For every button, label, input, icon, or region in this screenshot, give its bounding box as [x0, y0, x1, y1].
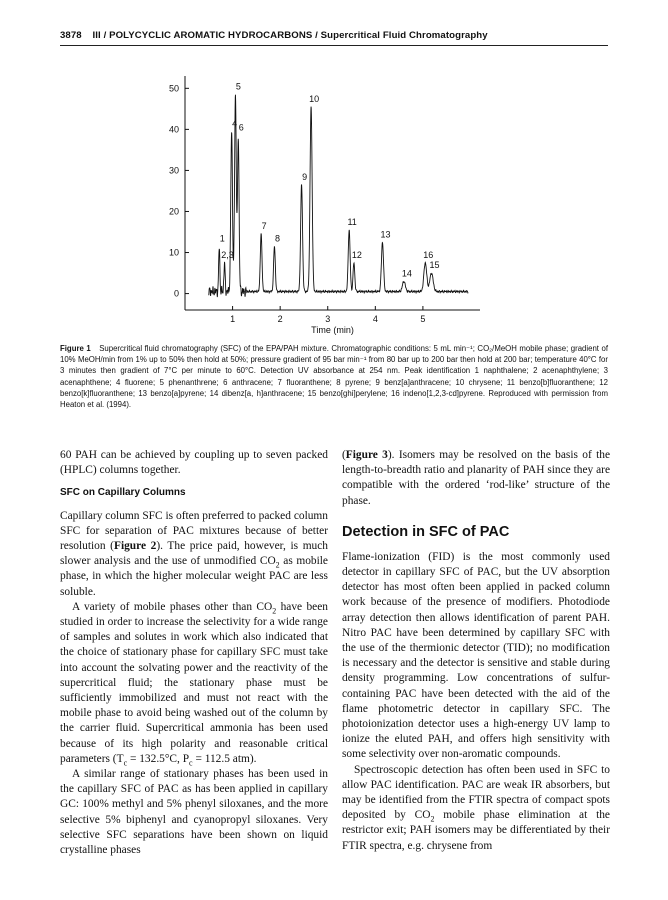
figure-caption	[60, 343, 608, 410]
peak-label: 6	[238, 122, 244, 133]
x-axis-label: Time (min)	[311, 325, 354, 335]
x-tick-label: 4	[372, 314, 378, 324]
figure-reference[interactable]: Figure 2	[113, 540, 157, 553]
header-rule	[60, 45, 608, 46]
running-title: III / POLYCYCLIC AROMATIC HYDROCARBONS / Supercritical Fluid Chromatography	[92, 30, 488, 41]
running-head	[60, 30, 608, 41]
peak-label: 11	[347, 216, 357, 227]
figure-reference[interactable]: Figure 3	[345, 449, 388, 461]
chromatogram-figure	[150, 70, 498, 338]
figure-caption-text: Supercritical fluid chromatography (SFC) of the EPA/PAH mixture. Chromatographic conditions: 5 mL min⁻¹; CO₂/MeOH mobile phase; gradient of 10% MeOH/min from 1% up to 50% then hold at 50%; pressure gradient of 95 bar min⁻¹ from 80 bar up to 200 bar then hold at 200 bar; temperature 40°C for 3 minutes then gradient of 7°C per minute to 60°C. Detection UV absorbance at 254 nm. Peak identification 1 naphthalene; 2 acenaphthylene; 3 acenaphthene; 4 fluorene; 5 phenanthrene; 6 anthracene; 7 fluoranthene; 8 pyrene; 9 benz[a]anthracene; 10 chrysene; 11 benzo[b]fluoranthene; 12 benzo[k]fluoranthene; 13 benzo[a]pyrene; 14 dibenz[a, h]anthracene; 15 benzo[ghi]perylene; 16 indeno[1,2,3-cd]pyrene. Reproduced with permission from Heaton et al. (1994).	[60, 344, 608, 410]
y-tick-label: 40	[168, 124, 179, 135]
paragraph: 60 PAH can be achieved by coupling up to seven packed (HPLC) columns together.	[60, 449, 328, 477]
subheading: SFC on Capillary Columns	[60, 487, 186, 499]
y-tick-label: 10	[168, 247, 179, 258]
peak-label: 10	[309, 93, 320, 104]
peak-label: 15	[429, 260, 440, 271]
peak-label: 16	[423, 249, 434, 260]
peak-label: 8	[274, 233, 280, 244]
figure-label: Figure 1	[60, 344, 91, 353]
peak-label: 13	[380, 229, 391, 240]
page-number: 3878	[60, 30, 82, 41]
peak-label: 14	[401, 268, 412, 279]
x-tick-label: 1	[230, 314, 236, 324]
paragraph: A similar range of stationary phases has been used in the capillary SFC of PAC as has been applied in capillary GC: 100% methyl and 5% phenyl siloxanes, and the more selective 5% biphenyl and cyanopropyl siloxanes. Very selective SFC separations have been shown on liquid crystalline phases	[60, 768, 328, 857]
paragraph: Flame-ionization (FID) is the most commonly used detector in capillary SFC of PAC, but the UV absorption detector has most often been applied in packed column work because of the presence of modifiers. Photodiode array detection then allows identification of parent PAH. Nitro PAC have been determined by capillary SFC with the use of the thermionic detector (TID); no modification is necessary and the detector is sensitive and stable during density programming. Low concentrations of sulfur-containing PAC have been detected with the aid of the flame photometric detector in capillary SFC. The photoionization detector uses a high-energy UV lamp to ionize the eluted PAH, and offers high sensitivity with some selectivity over non-aromatic compounds.	[342, 550, 610, 761]
y-tick-label: 50	[168, 83, 179, 94]
x-tick-label: 5	[420, 314, 426, 324]
x-tick-label: 3	[325, 314, 331, 324]
section-heading: Detection in SFC of PAC	[342, 523, 510, 540]
right-column	[342, 448, 610, 854]
y-tick-label: 30	[168, 165, 179, 176]
peak-label: 1	[219, 233, 225, 244]
paragraph: Capillary column SFC is often preferred to packed column SFC for separation of PAC mixtures because of better resolution (Figure 2). The price paid, however, is much slower analysis and the use of unmodified $CO_2$ as mobile phase, in which the higher molecular weight PAC are less soluble.	[60, 509, 329, 598]
y-tick-label: 20	[168, 206, 179, 217]
left-column	[60, 448, 328, 858]
y-tick-label: 0	[173, 288, 179, 299]
x-tick-label: 2	[277, 314, 283, 324]
chromatogram-chart	[150, 70, 498, 338]
paragraph: (Figure 3). Isomers may be resolved on the basis of the length-to-breadth ratio and planarity of PAH since they are compatible with the ordered ‘rod-like’ structure of the phase.	[342, 449, 610, 507]
paragraph: A variety of mobile phases other than $CO_2$ have been studied in order to increase the selectivity for a wide range of samples and solutes in work which also indicated that the choice of stationary phase for capillary SFC must take into account the solvating power and the reactivity of the supercritical fluid; the stationary phase must be sufficiently immobilized and must not react with the mobile phase to avoid being washed out of the column by the carrier fluid. Supercritical ammonia has been used because of its high polarity and reasonable critical parameters ($T_c = 132.5^\circ C$, $P_c = 112.5$ atm).	[60, 600, 328, 768]
paragraph: Spectroscopic detection has often been used in SFC to allow PAC identification. PAC are weak IR absorbers, but may be identified from the FTIR spectra of compact spots deposited by $CO_2$ mobile phase elimination at the restrictor exit; PAH isomers may be differentiated by their FTIR spectra, e.g. chrysene from	[342, 763, 610, 852]
peak-label: 7	[261, 221, 267, 232]
peak-label: 12	[351, 249, 362, 260]
peak-label: 5	[235, 81, 241, 92]
peak-label: 4	[232, 118, 238, 129]
peak-label: 2,3	[221, 249, 234, 260]
peak-label: 9	[302, 171, 308, 182]
